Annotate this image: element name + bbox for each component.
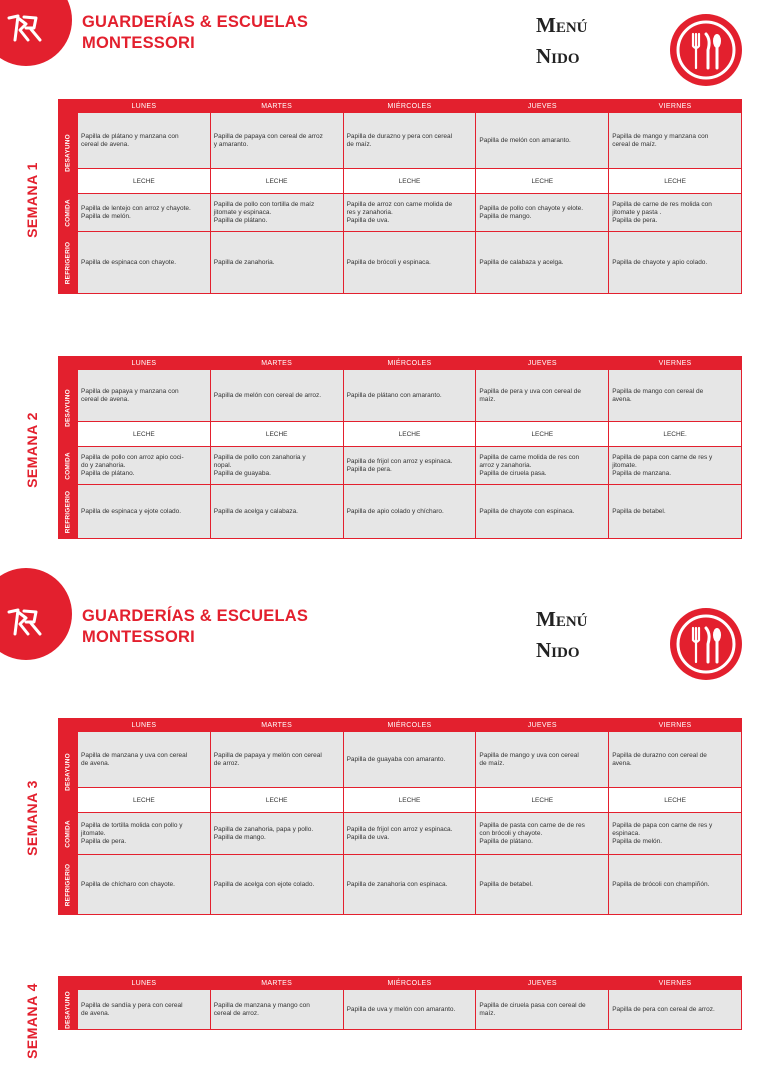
- page-header: [0, 0, 768, 95]
- day-header: MIÉRCOLES: [343, 719, 476, 732]
- menu-cell-line: jitomate y pasta .: [612, 208, 662, 216]
- week-label: SEMANA 4: [24, 983, 40, 1059]
- menu-cell-comida: [476, 194, 609, 232]
- menu-cell-comida: [78, 447, 211, 485]
- menu-cell-comida: [210, 194, 343, 232]
- menu-cell-desayuno: [210, 732, 343, 788]
- menu-cell-desayuno: [343, 732, 476, 788]
- menu-cell-desayuno: [476, 732, 609, 788]
- menu-cell-line: Papilla de apio colado y chícharo.: [346, 507, 444, 515]
- menu-title: [536, 10, 588, 72]
- menu-cell-line: arroz y zanahoria.: [479, 461, 532, 469]
- menu-title-line-1: Menú: [536, 607, 588, 631]
- menu-cell-refrigerio: [78, 232, 211, 294]
- menu-cell-line: Papilla de pollo con chayote y elote.: [479, 204, 584, 212]
- menu-cell-line: maíz.: [479, 1009, 496, 1017]
- menu-cell-desayuno: [476, 370, 609, 422]
- page-header: [0, 594, 768, 689]
- menu-cell-line: Papilla de pollo con tortilla de maíz: [213, 200, 315, 208]
- row-label-refrigerio: REFRIGERIO: [59, 855, 78, 915]
- menu-cell-line: de arroz.: [213, 759, 240, 767]
- menu-cell-line: Papilla de tortilla molida con pollo y: [81, 821, 183, 829]
- menu-cell-line: Papilla de plátano y manzana con: [81, 132, 179, 140]
- leche-cell: LECHE.: [609, 422, 742, 447]
- menu-cell-line: Papilla de plátano.: [81, 469, 135, 477]
- day-header: LUNES: [78, 357, 211, 370]
- menu-cell-line: Papilla de plátano con amaranto.: [346, 391, 442, 399]
- leche-cell: LECHE: [476, 169, 609, 194]
- leche-cell: LECHE: [609, 788, 742, 813]
- menu-cell-comida: [476, 447, 609, 485]
- menu-cell-line: Papilla de mango y manzana con: [612, 132, 709, 140]
- leche-cell: LECHE: [609, 169, 742, 194]
- menu-cell-refrigerio: [476, 232, 609, 294]
- menu-cell-refrigerio: [343, 485, 476, 539]
- menu-cell-desayuno: [609, 370, 742, 422]
- menu-cell-line: Papilla de uva y melón con amaranto.: [346, 1005, 456, 1013]
- menu-cell-line: Papilla de papa con carne de res y: [612, 821, 713, 829]
- menu-cell-line: Papilla de uva.: [346, 833, 390, 841]
- menu-cell-desayuno: [78, 113, 211, 169]
- menu-table-week-4: [58, 976, 742, 1030]
- menu-cell-line: avena.: [612, 759, 632, 767]
- row-label-desayuno: DESAYUNO: [59, 113, 78, 194]
- day-header: JUEVES: [476, 100, 609, 113]
- day-header: VIERNES: [609, 977, 742, 990]
- menu-cell-line: avena.: [612, 395, 632, 403]
- menu-cell-comida: [609, 813, 742, 855]
- day-header: MARTES: [210, 357, 343, 370]
- menu-cell-line: Papilla de plátano.: [213, 216, 268, 224]
- menu-cell-line: Papilla de mango.: [213, 833, 266, 841]
- menu-cell-line: Papilla de betabel.: [479, 880, 533, 888]
- menu-cell-line: Papilla de melón con cereal de arroz.: [213, 391, 322, 399]
- menu-cell-line: Papilla de durazno y pera con cereal: [346, 132, 453, 140]
- menu-cell-desayuno: [609, 113, 742, 169]
- day-header: VIERNES: [609, 100, 742, 113]
- menu-cell-line: Papilla de sandía y pera con cereal: [81, 1001, 183, 1009]
- menu-cell-line: Papilla de brócoli y espinaca.: [346, 258, 431, 266]
- day-header: LUNES: [78, 100, 211, 113]
- brand-line-1: GUARDERÍAS & ESCUELAS: [82, 607, 309, 625]
- menu-cell-line: Papilla de ciruela pasa.: [479, 469, 547, 477]
- row-label-desayuno: DESAYUNO: [59, 990, 78, 1030]
- menu-cell-line: Papilla de acelga y calabaza.: [213, 507, 298, 515]
- day-header: MARTES: [210, 100, 343, 113]
- day-header: JUEVES: [476, 977, 609, 990]
- menu-cell-line: Papilla de papaya y melón con cereal: [213, 751, 322, 759]
- menu-cell-line: Papilla de zanahoria con espinaca.: [346, 880, 448, 888]
- menu-cell-comida: [78, 813, 211, 855]
- menu-cell-line: Papilla de zanahoria.: [213, 258, 275, 266]
- table-corner: [59, 100, 78, 113]
- menu-cell-refrigerio: [78, 485, 211, 539]
- menu-cell-desayuno: [78, 370, 211, 422]
- menu-cell-line: espinaca.: [612, 829, 641, 837]
- menu-cell-line: Papilla de pollo con zanahoria y: [213, 453, 306, 461]
- menu-cell-comida: [476, 813, 609, 855]
- menu-cell-line: Papilla de manzana y uva con cereal: [81, 751, 188, 759]
- menu-cell-comida: [343, 447, 476, 485]
- menu-cell-line: de avena.: [81, 759, 110, 767]
- menu-cell-line: jitomate y espinaca.: [213, 208, 272, 216]
- menu-cell-refrigerio: [343, 855, 476, 915]
- menu-cell-refrigerio: [476, 485, 609, 539]
- menu-cell-line: jitomate.: [612, 461, 637, 469]
- week-label: SEMANA 1: [24, 161, 40, 238]
- menu-cell-desayuno: [210, 370, 343, 422]
- row-label-desayuno: DESAYUNO: [59, 370, 78, 447]
- day-header: MARTES: [210, 719, 343, 732]
- menu-cell-line: Papilla de pera.: [81, 837, 127, 845]
- day-header: LUNES: [78, 977, 211, 990]
- week-label: SEMANA 3: [24, 780, 40, 856]
- menu-cell-line: Papilla de frijol con arroz y espinaca.: [346, 457, 453, 465]
- menu-cell-line: do y zanahoria.: [81, 461, 126, 469]
- day-header: LUNES: [78, 719, 211, 732]
- menu-cell-line: Papilla de pera.: [612, 216, 658, 224]
- menu-cell-comida: [343, 813, 476, 855]
- menu-cell-line: Papilla de manzana y mango con: [213, 1001, 310, 1009]
- menu-cell-line: Papilla de betabel.: [612, 507, 666, 515]
- menu-cell-line: cereal de avena.: [81, 140, 130, 148]
- menu-table-week-1: [58, 99, 742, 294]
- day-header: JUEVES: [476, 357, 609, 370]
- leche-cell: LECHE: [78, 169, 211, 194]
- day-header: MIÉRCOLES: [343, 977, 476, 990]
- menu-cell-comida: [609, 447, 742, 485]
- menu-table-week-3: [58, 718, 742, 915]
- week-label: SEMANA 2: [24, 412, 40, 488]
- menu-cell-comida: [609, 194, 742, 232]
- leche-cell: LECHE: [343, 422, 476, 447]
- row-label-refrigerio: REFRIGERIO: [59, 485, 78, 539]
- menu-cell-line: Papilla de espinaca con chayote.: [81, 258, 177, 266]
- menu-title-line-2: Nido: [536, 44, 580, 68]
- row-label-comida: COMIDA: [59, 194, 78, 232]
- menu-cell-desayuno: [343, 113, 476, 169]
- leche-cell: LECHE: [476, 422, 609, 447]
- menu-cell-line: Papilla de papa con carne de res y: [612, 453, 713, 461]
- leche-cell: LECHE: [343, 788, 476, 813]
- menu-cell-line: y amaranto.: [213, 140, 249, 148]
- menu-cell-line: Papilla de chayote con espinaca.: [479, 507, 575, 515]
- menu-cell-desayuno: [609, 732, 742, 788]
- menu-cell-line: Papilla de papaya y manzana con: [81, 387, 179, 395]
- menu-cell-line: Papilla de uva.: [346, 216, 390, 224]
- menu-title: [536, 604, 588, 666]
- fork-knife-spoon-icon: [670, 608, 742, 680]
- menu-cell-refrigerio: [78, 855, 211, 915]
- leche-cell: LECHE: [210, 169, 343, 194]
- menu-cell-line: Papilla de plátano.: [479, 837, 533, 845]
- menu-cell-comida: [210, 813, 343, 855]
- menu-cell-comida: [343, 194, 476, 232]
- menu-cell-line: Papilla de carne molida de res con: [479, 453, 580, 461]
- menu-cell-refrigerio: [609, 855, 742, 915]
- brand-line-2: MONTESSORI: [82, 34, 195, 52]
- fork-knife-spoon-icon: [670, 14, 742, 86]
- menu-cell-line: Papilla de pera con cereal de arroz.: [612, 1005, 715, 1013]
- menu-cell-desayuno: [476, 113, 609, 169]
- menu-title-line-1: Menú: [536, 13, 588, 37]
- row-label-refrigerio: REFRIGERIO: [59, 232, 78, 294]
- menu-title-line-2: Nido: [536, 638, 580, 662]
- menu-cell-line: Papilla de mango con cereal de: [612, 387, 704, 395]
- day-header: VIERNES: [609, 357, 742, 370]
- menu-cell-desayuno: [78, 732, 211, 788]
- menu-cell-refrigerio: [609, 485, 742, 539]
- menu-cell-line: de avena.: [81, 1009, 110, 1017]
- menu-table-week-2: [58, 356, 742, 539]
- menu-cell-comida: [210, 447, 343, 485]
- leche-cell: LECHE: [78, 422, 211, 447]
- menu-cell-refrigerio: [210, 232, 343, 294]
- table-corner: [59, 357, 78, 370]
- day-header: MIÉRCOLES: [343, 100, 476, 113]
- menu-cell-line: Papilla de melón.: [81, 212, 131, 220]
- row-label-desayuno: DESAYUNO: [59, 732, 78, 813]
- menu-cell-refrigerio: [609, 232, 742, 294]
- menu-cell-line: maíz.: [479, 395, 496, 403]
- menu-cell-desayuno: [343, 370, 476, 422]
- montessori-logo-icon: [0, 0, 72, 66]
- row-label-comida: COMIDA: [59, 813, 78, 855]
- menu-cell-line: Papilla de frijol con arroz y espinaca.: [346, 825, 453, 833]
- brand-name: [82, 606, 308, 648]
- menu-cell-line: Papilla de ciruela pasa con cereal de: [479, 1001, 586, 1009]
- montessori-logo-icon: [0, 568, 72, 660]
- menu-cell-line: Papilla de brócoli con champiñón.: [612, 880, 710, 888]
- menu-cell-comida: [78, 194, 211, 232]
- day-header: MIÉRCOLES: [343, 357, 476, 370]
- menu-cell-line: Papilla de durazno con cereal de: [612, 751, 707, 759]
- brand-line-2: MONTESSORI: [82, 628, 195, 646]
- menu-cell-line: cereal de maíz.: [612, 140, 657, 148]
- table-corner: [59, 977, 78, 990]
- leche-cell: LECHE: [78, 788, 211, 813]
- menu-cell-line: Papilla de acelga con ejote colado.: [213, 880, 315, 888]
- menu-cell-refrigerio: [476, 855, 609, 915]
- menu-cell-line: Papilla de chayote y apio colado.: [612, 258, 708, 266]
- brand-name: [82, 12, 308, 54]
- menu-cell-line: Papilla de carne de res molida con: [612, 200, 712, 208]
- menu-cell-refrigerio: [210, 855, 343, 915]
- menu-cell-line: Papilla de guayaba con amaranto.: [346, 755, 446, 763]
- menu-cell-line: Papilla de pera y uva con cereal de: [479, 387, 581, 395]
- day-header: JUEVES: [476, 719, 609, 732]
- menu-cell-line: Papilla de guayaba.: [213, 469, 271, 477]
- menu-cell-line: Papilla de mango.: [479, 212, 532, 220]
- menu-cell-line: Papilla de espinaca y ejote colado.: [81, 507, 182, 515]
- menu-cell-line: cereal de avena.: [81, 395, 130, 403]
- brand-line-1: GUARDERÍAS & ESCUELAS: [82, 13, 309, 31]
- menu-cell-line: cereal de arroz.: [213, 1009, 259, 1017]
- leche-cell: LECHE: [343, 169, 476, 194]
- menu-cell-line: Papilla de arroz con carne molida de: [346, 200, 453, 208]
- menu-cell-line: jitomate.: [81, 829, 106, 837]
- menu-cell-refrigerio: [210, 485, 343, 539]
- menu-cell-line: de maíz.: [346, 140, 372, 148]
- menu-cell-line: nopal.: [213, 461, 232, 469]
- leche-cell: LECHE: [210, 422, 343, 447]
- menu-cell-line: Papilla de calabaza y acelga.: [479, 258, 564, 266]
- menu-cell-line: res y zanahoria.: [346, 208, 393, 216]
- table-corner: [59, 719, 78, 732]
- menu-cell-line: Papilla de chícharo con chayote.: [81, 880, 175, 888]
- menu-cell-line: Papilla de papaya con cereal de arroz: [213, 132, 323, 140]
- menu-cell-line: Papilla de melón con amaranto.: [479, 136, 571, 144]
- menu-cell-refrigerio: [343, 232, 476, 294]
- leche-cell: LECHE: [476, 788, 609, 813]
- day-header: VIERNES: [609, 719, 742, 732]
- menu-cell-line: Papilla de mango y uva con cereal: [479, 751, 579, 759]
- day-header: MARTES: [210, 977, 343, 990]
- menu-cell-line: Papilla de manzana.: [612, 469, 672, 477]
- menu-cell-line: de maíz.: [479, 759, 505, 767]
- menu-cell-line: Papilla de zanahoria, papa y pollo.: [213, 825, 314, 833]
- menu-cell-line: Papilla de lentejo con arroz y chayote.: [81, 204, 191, 212]
- menu-cell-desayuno: [210, 113, 343, 169]
- menu-cell-line: Papilla de pera.: [346, 465, 392, 473]
- menu-cell-line: Papilla de pasta con carne de de res: [479, 821, 585, 829]
- leche-cell: LECHE: [210, 788, 343, 813]
- menu-cell-line: Papilla de melón.: [612, 837, 663, 845]
- menu-cell-line: con brócoli y chayote.: [479, 829, 543, 837]
- menu-cell-line: Papilla de pollo con arroz apio coci-: [81, 453, 184, 461]
- row-label-comida: COMIDA: [59, 447, 78, 485]
